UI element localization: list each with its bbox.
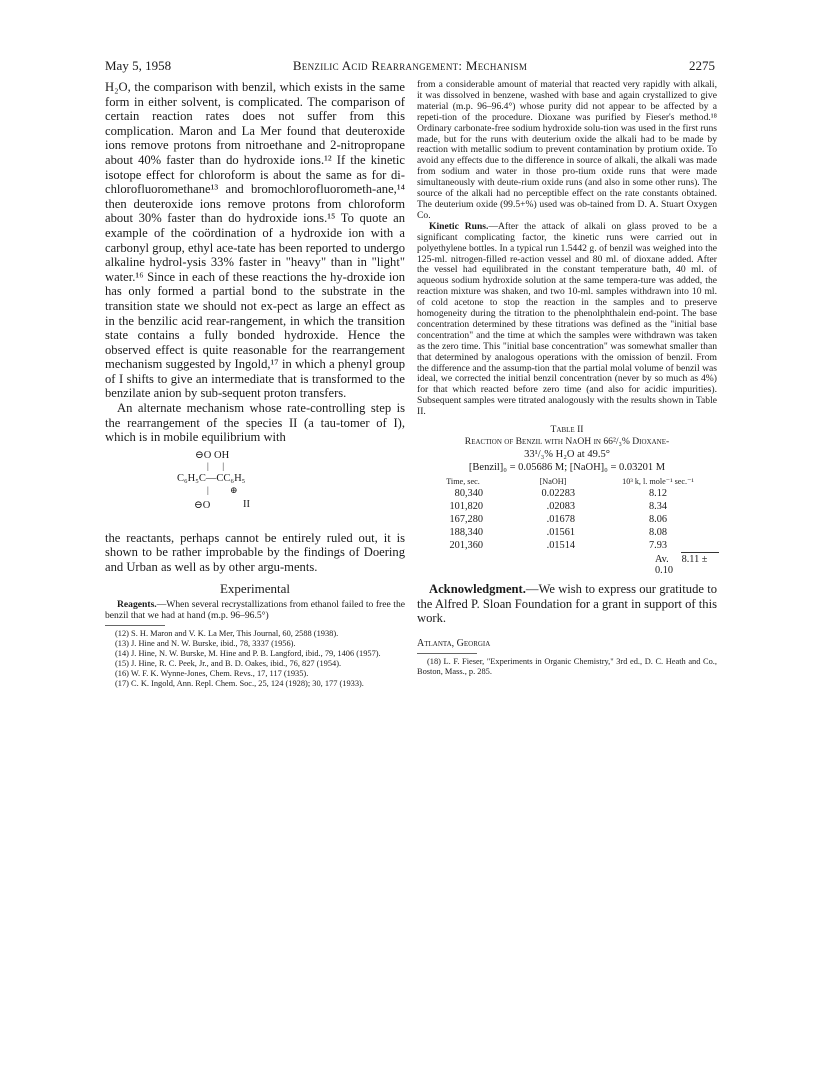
ack-heading: Acknowledgment. [429, 582, 526, 597]
cell-k: 8.12 [648, 488, 668, 500]
footnote-18: (18) L. F. Fieser, "Experiments in Organic Chemistry," 3rd ed., D. C. Heath and Co., Boston, Mass., p. 285. [417, 657, 717, 677]
left-column [105, 80, 405, 689]
reagents-heading: Reagents. [117, 598, 157, 610]
reagents-text: —When several recrystallizations from ethanol failed to free the benzil that we had at hand (m.p. 96–96.5°) [105, 598, 405, 621]
table-row [423, 513, 713, 526]
cell-k: 8.34 [648, 501, 668, 513]
cell-naoh: 0.02283 [541, 488, 575, 500]
right-column [417, 80, 717, 677]
ack-text: —We wish to express our gratitude to the Alfred P. Sloan Foundation for a grant in support of this work. [417, 582, 717, 626]
cell-time: 101,820 [449, 501, 483, 513]
footnote-12: (12) S. H. Maron and V. K. La Mer, This Journal, 60, 2588 (1938). [115, 629, 339, 639]
footnote-13: (13) J. Hine and N. W. Burske, ibid., 78, 3337 (1956). [115, 639, 296, 649]
column-header-time: Time, sec. [446, 476, 480, 486]
kinetic-runs-paragraph [417, 222, 717, 418]
discussion-paragraph-1: H₂O, the comparison with benzil, which exists in the same form in either solvent, is complicated. The comparison of certain reaction rates does not suffer from this complication. Maron and La Mer found that deuteroxide ions remove protons from nitroethane and 2-nitropropane about 40% faster than do hydroxide ions.¹² If the kinetic isotope effect for chloroform is about the same as for di-chlorofluoromethane¹³ and bromochlorofluorometh-ane,¹⁴ then deuteroxide ions remove protons from chloroform about 30% faster than do hydroxide ions.¹⁵ To quote an example of the coördination of a hydroxide ion with a carbonyl group, ethyl ace-tate has been reported to undergo alkaline hydrol-ysis 33% faster in "heavy" than in "light" water.¹⁶ Since in each of these reactions the hy-droxide ion has only formed a partial bond to the substrate in the transition state we should not ex-pect as large an effect as in the benzilic acid rear-rangement, in which the transition state contains a fully bonded hydroxide. Hence the observed effect is quite reasonable for the rearrangement mechanism suggested by Ingold,¹⁷ in which a phenyl group of I shifts to give an intermediate that is transformed to the benzilate anion by sub-sequent proton transfers. [105, 80, 405, 401]
table-row [423, 500, 713, 513]
data-table [423, 474, 713, 552]
cell-time: 201,360 [449, 540, 483, 552]
cell-naoh: .01561 [546, 527, 575, 539]
footnote-16: (16) W. F. K. Wynne-Jones, Chem. Revs., 17, 117 (1935). [115, 669, 309, 679]
table-caption-1: Reaction of Benzil with NaOH in 66²/₃% Dioxane- [464, 436, 670, 448]
table-II [417, 424, 717, 576]
average-rule [681, 552, 719, 553]
running-header [105, 58, 715, 76]
header-title: Benzilic Acid Rearrangement: Mechanism [292, 58, 528, 73]
average-value: 8.11 ± 0.10 [655, 554, 708, 577]
experimental-heading: Experimental [219, 580, 291, 596]
column-header-k: 10³ k, l. mole⁻¹ sec.⁻¹ [622, 477, 694, 487]
page-number: 2275 [689, 58, 715, 73]
cell-naoh: .02083 [546, 501, 575, 513]
structure-plus: ⊕ [230, 484, 238, 495]
structure-II: ⊖O OH | | C₆H₅C—CC₆H₅ | ⊕ ⊖O II [177, 449, 250, 511]
table-row [423, 539, 713, 552]
average-label: Av. [655, 554, 669, 566]
column-header-naoh: [NaOH] [539, 476, 567, 486]
footnote-15: (15) J. Hine, R. C. Peek, Jr., and B. D. Oakes, ibid., 76, 827 (1954). [115, 659, 342, 669]
table-conditions: [Benzil]₀ = 0.05686 M; [NaOH]₀ = 0.03201 M [468, 462, 666, 474]
kinetic-text: —After the attack of alkali on glass proved to be a significant complicating factor, the kinetic runs were carried out in polyethylene bottles. In a typical run 1.5442 g. of benzil was weighed into the 125-ml. nitrogen-filled re-action vessel and 80 ml. of dioxane added. After the vessel had equilibrated in the constant temperature bath, 40 ml. of aqueous sodium hydroxide solution at the same tempera-ture was added, the reaction mixture was shaken, and two 10-ml. samples withdrawn into 10 ml. of cold acetone to stop the reaction in the samples and to preserve homogeneity during the titration to the phenolphthalein end-point. The base concentration determined by these titrations was defined as the "initial base concentration" and the time at which the samples were withdrawn was taken as the zero time. This "initial base concentration" was somewhat smaller than that determined by analogous operations with the omission of benzil. From the difference and the assump-tion that the partial molal volume of benzil was ideal, we corrected the initial benzil concentration (never by so much as 4%) for that which reacted before zero time (and also for acidic impurities). Subsequent samples were titrated analogously with the results shown in Table II. [417, 220, 717, 418]
reagents-paragraph [105, 600, 405, 622]
table-row [423, 526, 713, 539]
cell-time: 188,340 [449, 527, 483, 539]
cell-time: 80,340 [454, 488, 483, 500]
discussion-paragraph-2: An alternate mechanism whose rate-controlling step is the rearrangement of the species II (a tau-tomer of I), which is in mobile equilibrium with [105, 401, 405, 445]
table-row [423, 487, 713, 500]
structure-label: II [243, 498, 250, 510]
cell-k: 7.93 [648, 540, 668, 552]
kinetic-heading: Kinetic Runs. [429, 220, 489, 232]
discussion-paragraph-3: the reactants, perhaps cannot be entirely ruled out, it is shown to be rather improbable by the findings of Doering and Urban as well as by other argu-ments. [105, 530, 405, 575]
structure-middle: C₆H₅C—CC₆H₅ [177, 472, 246, 484]
reagents-continued: from a considerable amount of material that reacted very rapidly with alkali, it was dissolved in benzene, washed with base and again crystallized to give material (m.p. 96–96.4°) whose purity did not appear to be affected by a repeti-tion of the procedure. Dioxane was purified by Fieser's method.¹⁸ Ordinary carbonate-free sodium hydroxide solu-tion was used in the first runs made, but for the runs with deuterium oxide the alkali had to be made by reaction with metallic sodium to prevent contamination by protium oxide. To avoid any effects due to the difference in source of alkali, the alkali was made from sodium and water in those pro-tium oxide runs that were made simultaneously with deute-rium oxide runs (and also in some other runs). The source of the alkali had no perceptible effect on the rate constants obtained. The deuterium oxide (99.5+%) used was ob-tained from D. A. Stuart Oxygen Co. [417, 79, 717, 221]
acknowledgment-paragraph [417, 582, 717, 626]
cell-k: 8.06 [648, 514, 668, 526]
cell-naoh: .01514 [546, 540, 575, 552]
footnote-17: (17) C. K. Ingold, Ann. Repl. Chem. Soc., 25, 124 (1928); 30, 177 (1933). [115, 679, 364, 689]
cell-time: 167,280 [449, 514, 483, 526]
cell-k: 8.08 [648, 527, 668, 539]
table-average [655, 554, 717, 576]
header-date: May 5, 1958 [105, 58, 172, 73]
structure-top: ⊖O OH [195, 449, 230, 461]
footnote-rule-right [417, 653, 477, 654]
table-caption-2: 33¹/₃% H₂O at 49.5° [524, 449, 610, 461]
cell-naoh: .01678 [546, 514, 575, 526]
structure-bottom: ⊖O [194, 499, 211, 511]
table-title: Table II [550, 424, 584, 436]
author-location: Atlanta, Georgia [417, 638, 491, 650]
footnote-rule [105, 625, 165, 626]
footnote-14: (14) J. Hine, N. W. Burske, M. Hine and P. B. Langford, ibid., 79, 1406 (1957). [115, 649, 381, 659]
